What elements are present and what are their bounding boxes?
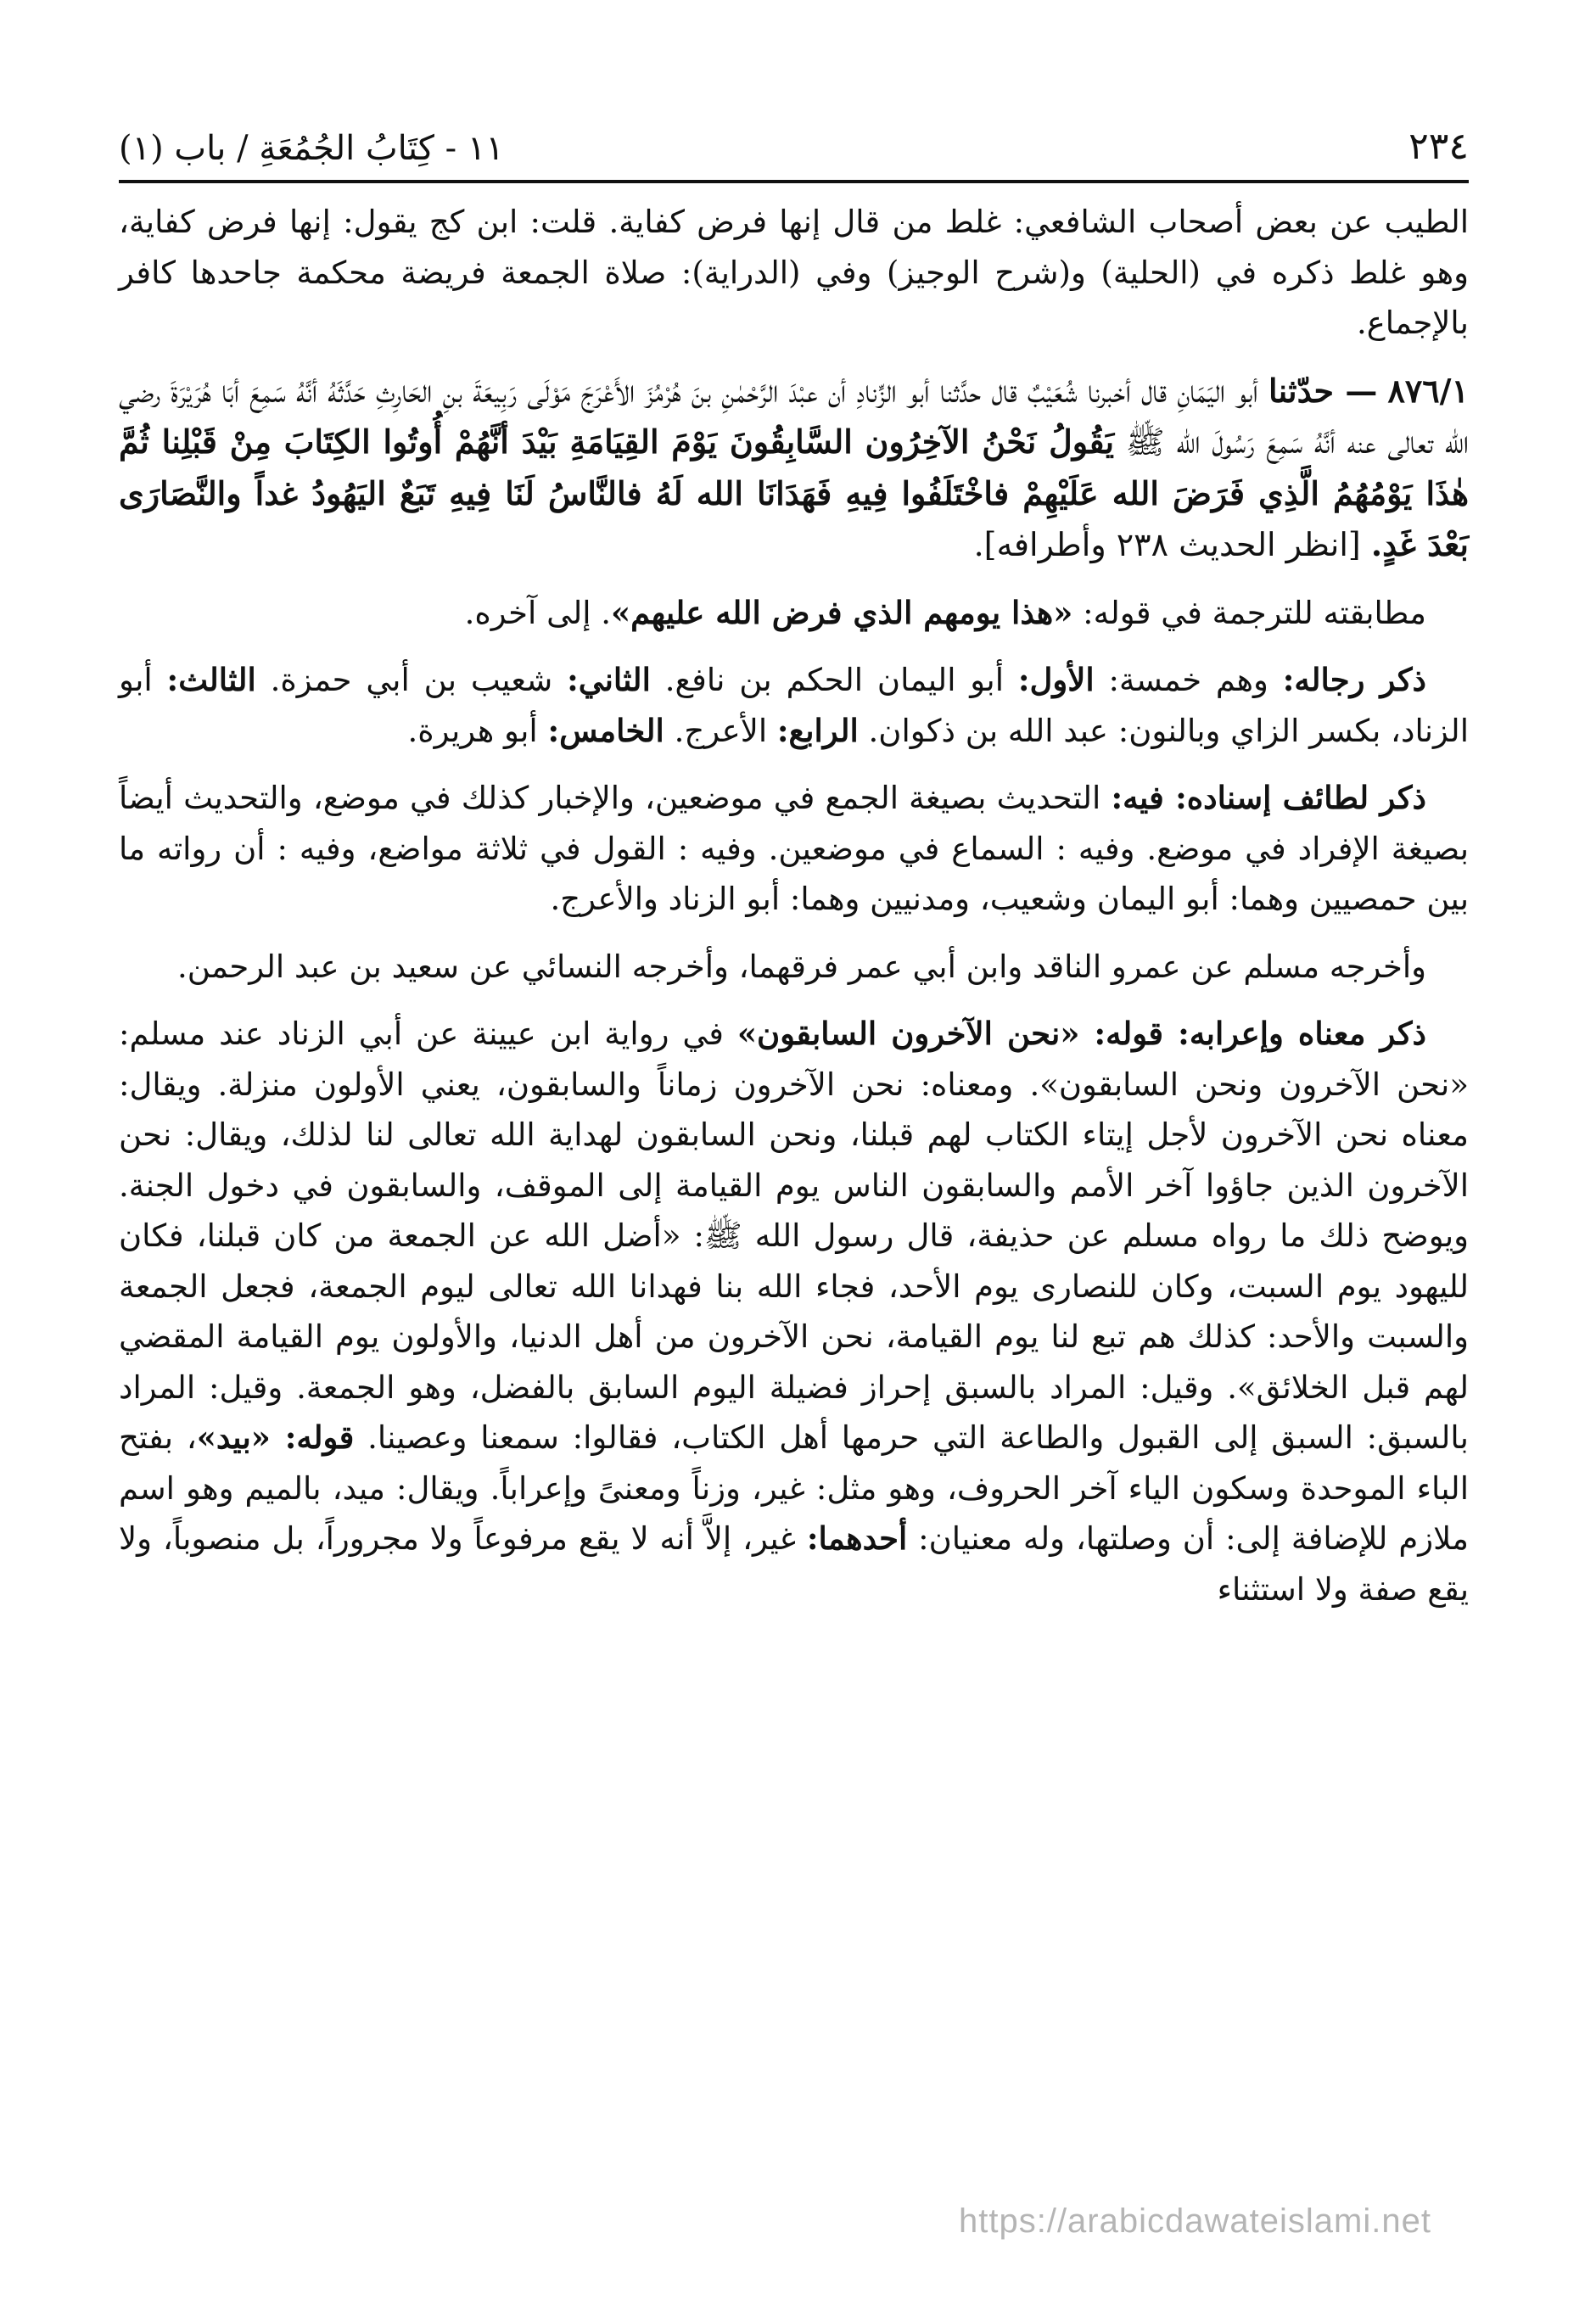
paragraph-text: ، بفتح الباء الموحدة وسكون الياء آخر الحروف، وهو مثل: غير، وزناً ومعنىً وإعراباً. ويقال: ميد، بالميم وهو اسم ملازم للإضافة إلى: أن وصلتها، وله معنيان:: [119, 1419, 1470, 1557]
header-rule: [119, 180, 1469, 183]
quote-bold: قوله: «بيد»: [196, 1419, 355, 1456]
paragraph-text: وأخرجه مسلم عن عمرو الناقد وابن أبي عمر فرقهما، وأخرجه النسائي عن سعيد بن عبد الرحمن.: [177, 948, 1426, 985]
page-header: [119, 109, 1469, 168]
paragraph-text: الأعرج.: [664, 712, 777, 749]
paragraph-correspondence: [119, 588, 1469, 639]
paragraph-text: أبو هريرة.: [407, 712, 548, 749]
paragraph-meaning: [119, 1009, 1469, 1614]
paragraph-text: شعيب بن أبي حمزة.: [255, 662, 568, 698]
page-number: ٢٣٤: [1408, 125, 1469, 168]
paragraph-text: غير، إلاَّ أنه لا يقع مرفوعاً ولا مجروراً، بل منصوباً، ولا يقع صفة ولا استثناء: [119, 1520, 1469, 1608]
hadith-number: ٨٧٦/١: [1387, 371, 1469, 410]
paragraph-text: الطيب عن بعض أصحاب الشافعي: غلط من قال إنها فرض كفاية. قلت: ابن كج يقول: إنها فرض كفاية، وهو غلط ذكره في (الحلية) و(شرح الوجيز) وفي (الدراية): صلاة الجمعة فريضة محكمة جاحدها كافر بالإجماع.: [119, 204, 1469, 341]
paragraph-text: في رواية ابن عيينة عن أبي الزناد عند مسلم: «نحن الآخرون ونحن السابقون». ومعناه: نحن الآخرون زماناً والسابقون، يعني الأولون منزلة. ويقال: معناه نحن الآخرون لأجل إيتاء الكتاب لهم قبلنا، ونحن السابقون لهداية الله تعالى لنا لذلك، ويقال: نحن الآخرون الذين جاؤوا آخر الأمم والسابقون الناس يوم القيامة إلى الموقف، والسابقون في دخول الجنة. ويوضح ذلك ما رواه مسلم عن حذيفة، قال رسول الله ﷺ: «أضل الله عن الجمعة من كان قبلنا، فكان لليهود يوم السبت، وكان للنصارى يوم الأحد، فجاء الله بنا فهدانا الله تعالى ليوم الجمعة، فجعل الجمعة والسبت والأحد: كذلك هم تبع لنا يوم القيامة، نحن الآخرون من أهل الدنيا، والأولون يوم القيامة المقضي لهم قبل الخلائق». وقيل: المراد بالسبق إحراز فضيلة اليوم السابق بالفضل، وهو الجمعة. وقيل: المراد بالسبق: السبق إلى القبول والطاعة التي حرمها أهل الكتاب، فقالوا: سمعنا وعصينا.: [119, 1016, 1469, 1456]
paragraph-narrators: [119, 655, 1469, 756]
paragraph-text: أبو الزناد، بكسر الزاي وبالنون: عبد الله بن ذكوان.: [119, 662, 1469, 749]
ordinal-label: الثالث:: [166, 661, 256, 698]
watermark-url: https://arabicdawateislami.net: [959, 2202, 1431, 2240]
paragraph-continuation: [119, 197, 1469, 349]
hadith-intro: — حدّثنا: [1268, 371, 1378, 410]
paragraph-text: التحديث بصيغة الجمع في موضعين، والإخبار كذلك في موضع، والتحديث أيضاً بصيغة الإفراد في موضع. وفيه : السماع في موضعين. وفيه : القول في ثلاثة مواضع، وفيه : أن رواته ما بين حمصيين وهما: أبو اليمان وشعيب، ومدنيين وهما: أبو الزناد والأعرج.: [119, 780, 1469, 917]
quote-bold: «هذا يومهم الذي فرض الله عليهم»: [611, 593, 1073, 631]
ordinal-label: أحدهما:: [806, 1519, 908, 1557]
hadith-reference: [انظر الحديث ٢٣٨ وأطرافه].: [973, 526, 1361, 563]
ordinal-label: الثاني:: [567, 661, 651, 698]
section-heading: ذكر لطائف إسناده: فيه:: [1111, 779, 1426, 816]
page-body: [119, 197, 1469, 1631]
paragraph-text: . إلى آخره.: [464, 594, 612, 631]
paragraph-text: أبو اليمان الحكم بن نافع.: [650, 662, 1018, 698]
paragraph-text: وهم خمسة:: [1094, 662, 1283, 698]
section-heading: ذكر معناه وإعرابه: قوله: «نحن الآخرون السابقون»: [736, 1015, 1427, 1052]
paragraph-text: مطابقته للترجمة في قوله:: [1072, 594, 1426, 631]
paragraph-takhrij: [119, 942, 1469, 993]
section-heading: ذكر رجاله:: [1282, 661, 1427, 698]
hadith-isnad: أبو اليَمَانِ قال أخبرنا شُعَيْبٌ قال حدَّثنا أبو الزِّنادِ أن عبْدَ الرَّحْمٰنِ بنَ هُرْمُزَ الأَعْرَجَ مَوْلَى رَبِيعَةَ بنِ الحَارِثِ حَدَّثَهُ أنَّهُ سَمِعَ أبَا هُرَيْرَةَ رضي الله تعالى عنه أنَّهُ سَمِعَ رَسُولَ الله ﷺ: [119, 372, 1469, 461]
chapter-title: ١١ - كِتَابُ الجُمُعَةِ / باب (١): [119, 129, 504, 168]
hadith-matn: يَقُولُ نَحْنُ الآخِرُون السَّابِقُونَ يَوْمَ القِيَامَةِ بَيْدَ أنَّهُمْ أُوتُوا الكِتَابَ مِنْ قَبْلِنا ثُمَّ هٰذَا يَوْمُهُمُ الَّذِي فَرَضَ الله عَلَيْهِمْ فاخْتَلَفُوا فِيهِ فَهَدَانَا الله لَهُ فالنَّاسُ لَنَا فِيهِ تَبَعٌ اليَهُودُ غداً والنَّصَارَى بَعْدَ غَدٍ.: [119, 423, 1469, 563]
hadith-block: [119, 366, 1469, 571]
ordinal-label: الأول:: [1017, 661, 1095, 698]
paragraph-isnad-subtleties: [119, 773, 1469, 925]
ordinal-label: الخامس:: [547, 711, 664, 749]
ordinal-label: الرابع:: [776, 711, 859, 749]
